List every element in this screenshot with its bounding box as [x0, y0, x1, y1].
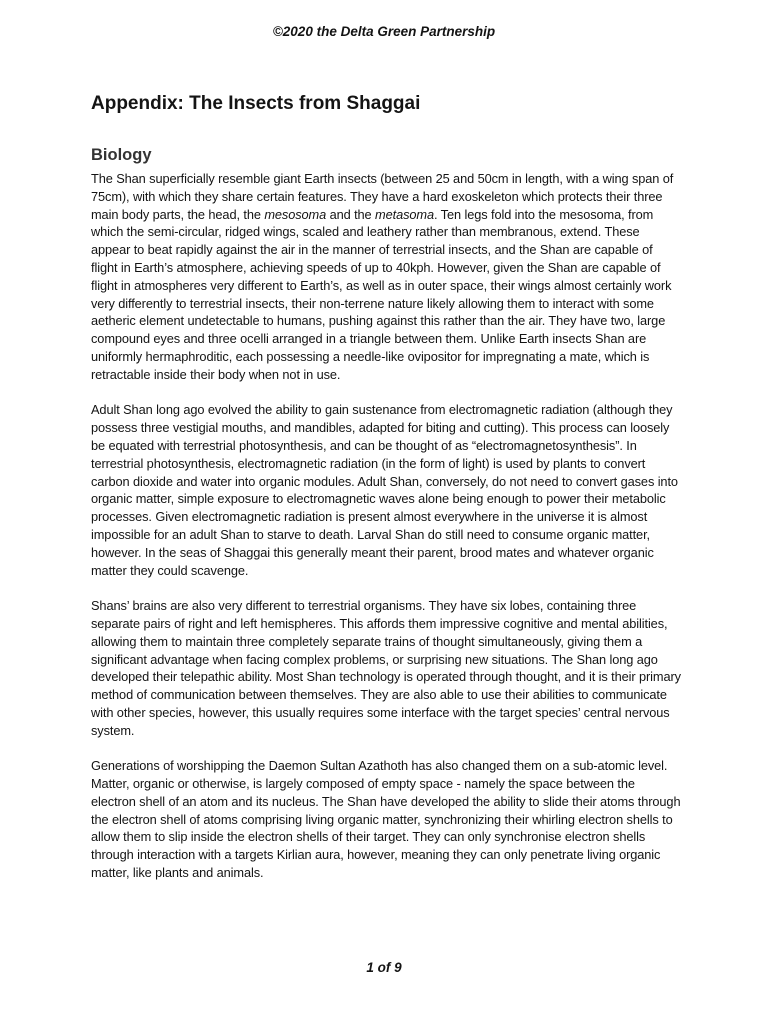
term-metasoma: metasoma	[375, 206, 434, 222]
term-mesosoma: mesosoma	[264, 206, 327, 222]
paragraph-brains: Shans’ brains are also very different to terrestrial organisms. They have six lobes, containing three separate pairs of right and left hemispheres. This affords them impressive cognitive and mental abilities, allowing them to maintain three completely separate trains of thought simultaneously, giving them a significant advantage when facing complex problems, or surprising new situations. The Shan long ago developed their telepathic ability. Most Shan technology is operated through thought, and it is their primary method of communication between themselves. They are also able to use their abilities to communicate with other species, however, this usually requires some interface with the target species’ central nervous system.	[91, 598, 681, 738]
page-title: Appendix: The Insects from Shaggai	[91, 93, 421, 114]
copyright-notice: ©2020 the Delta Green Partnership	[272, 24, 496, 39]
page-footer	[0, 960, 768, 975]
paragraph-atomic: Generations of worshipping the Daemon Sultan Azathoth has also changed them on a sub-atomic level. Matter, organic or otherwise, is largely composed of empty space - namely the space between the electron shell of an atom and its nucleus. The Shan have developed the ability to slide their atoms through the electron shell of atoms comprising living organic matter, synchronizing their whirling electron shells to allow them to slip inside the electron shells of their target. They can only synchronise electron shells through interaction with a targets Kirlian aura, however, meaning they can only penetrate living organic matter, like plants and animals.	[91, 758, 681, 881]
paragraph-anatomy	[91, 170, 681, 384]
page-header	[0, 24, 768, 39]
document-body	[91, 90, 681, 882]
paragraph-anatomy-text-c: . Ten legs fold into the mesosoma, from which the semi-circular, ridged wings, scaled and leathery rather than membranous, extend. These appear to beat rapidly against the air in the manner of terrestrial insects, and the Shan are capable of flight in Earth’s atmosphere, achieving speeds of up to 40kph. However, given the Shan are capable of flight in atmospheres very different to Earth’s, as well as in outer space, their wings almost certainly work very differently to terrestrial insects, their non-terrene nature likely allowing them to interact with some aetheric element undetectable to humans, pushing against this rather than the air. They have two, large compound eyes and three ocelli arranged in a triangle between them. Unlike Earth insects Shan are uniformly hermaphroditic, each possessing a needle-like ovipositor for impregnating a mate, which is retractable inside their body when not in use.	[91, 206, 672, 382]
section-heading: Biology	[91, 146, 152, 164]
paragraph-sustenance: Adult Shan long ago evolved the ability to gain sustenance from electromagnetic radiation (although they possess three vestigial mouths, and mandibles, adapted for biting and cutting). This process can loosely be equated with terrestrial photosynthesis, and can be thought of as “electromagnetosynthesis”. In terrestrial photosynthesis, electromagnetic radiation (in the form of light) is used by plants to convert carbon dioxide and water into organic modules. Adult Shan, conversely, do not need to convert gases into organic matter, simple exposure to electromagnetic waves alone being enough to power their metabolic processes. Given electromagnetic radiation is present almost everywhere in the universe it is almost impossible for an adult Shan to starve to death. Larval Shan do still need to consume organic matter, however. In the seas of Shaggai this generally meant their parent, brood mates and whatever organic matter they could scavenge.	[91, 402, 678, 578]
page-number: 1 of 9	[366, 960, 402, 975]
paragraph-anatomy-text-a: The Shan superficially resemble giant Earth insects (between 25 and 50cm in length, with a wing span of 75cm), with which they share certain features. They have a hard exoskeleton which protects their three main body parts, the head, the	[91, 171, 674, 222]
paragraph-anatomy-text-b: and the	[326, 206, 376, 222]
